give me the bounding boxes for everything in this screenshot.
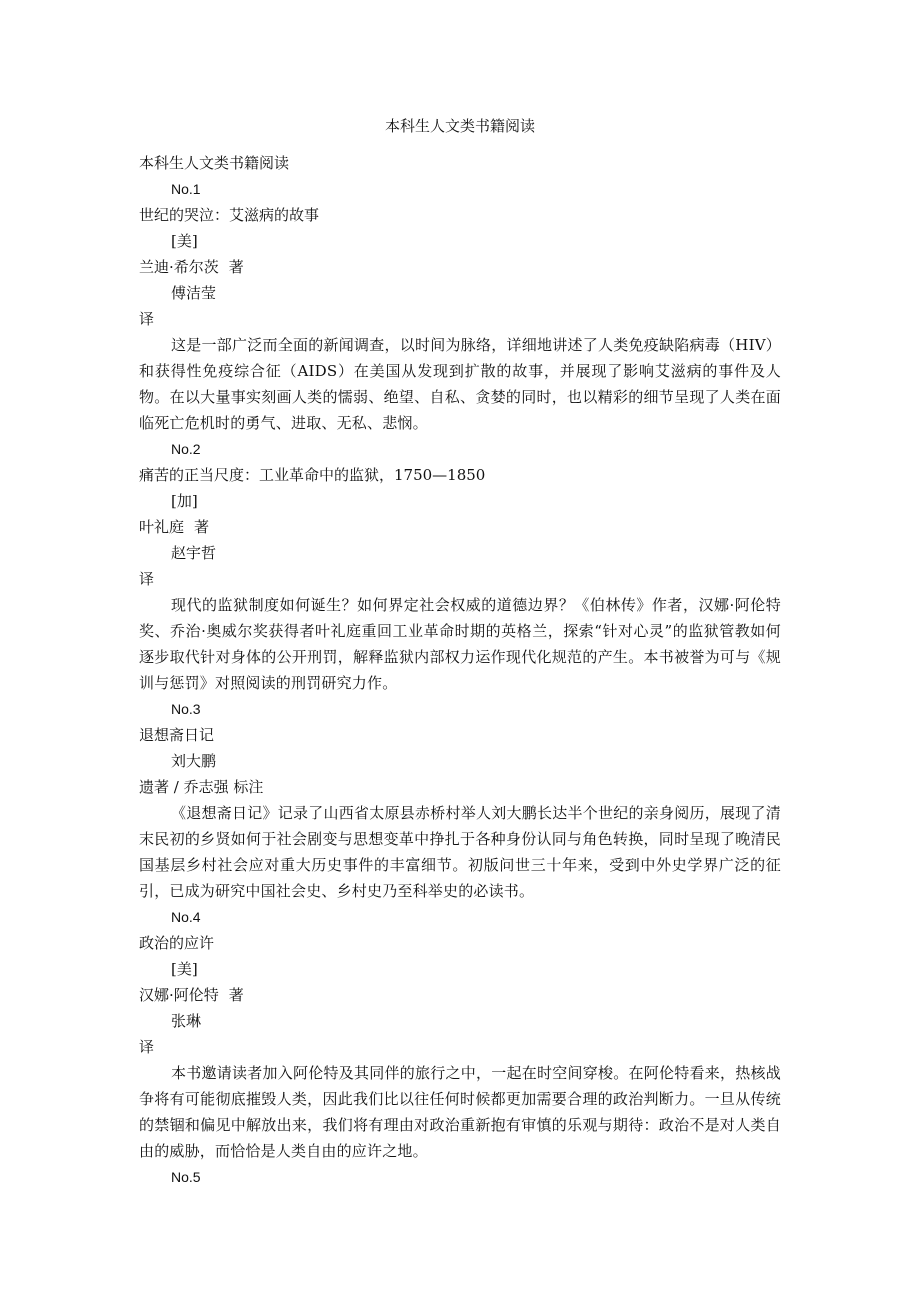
book-author: 刘大鹏 — [171, 752, 217, 770]
book-entry-5 — [139, 1164, 781, 1190]
book-author: 汉娜·阿伦特 — [139, 986, 219, 1004]
book-nationality: [美] — [171, 232, 198, 250]
book-number: No.5 — [171, 1169, 201, 1185]
book-entry-4 — [139, 904, 781, 1164]
book-entry-1 — [139, 176, 781, 436]
book-translator-role: 译 — [139, 570, 155, 588]
book-nationality: [加] — [171, 492, 198, 510]
page-header-title: 本科生人文类书籍阅读 — [384, 117, 535, 135]
book-number: No.2 — [171, 441, 201, 457]
book-entry-3 — [139, 696, 781, 904]
book-number: No.3 — [171, 701, 201, 717]
book-translator-role: 译 — [139, 310, 155, 328]
book-translator: 赵宇哲 — [171, 544, 217, 562]
book-title: 政治的应许 — [139, 934, 215, 952]
book-description: 这是一部广泛而全面的新闻调查，以时间为脉络，详细地讲述了人类免疫缺陷病毒（HIV）和获得性免疫综合征（AIDS）在美国从发现到扩散的故事，并展现了影响艾滋病的事件及人物。在以大量事实刻画人类的懦弱、绝望、自私、贪婪的同时，也以精彩的细节呈现了人类在面临死亡危机时的勇气、进取、无私、悲悯。 — [139, 336, 781, 432]
book-description: 本书邀请读者加入阿伦特及其同伴的旅行之中，一起在时空间穿梭。在阿伦特看来，热核战争将有可能彻底摧毁人类，因此我们比以往任何时候都更加需要合理的政治判断力。一旦从传统的禁锢和偏见中解放出来，我们将有理由对政治重新抱有审慎的乐观与期待：政治不是对人类自由的威胁，而恰恰是人类自由的应许之地。 — [139, 1064, 781, 1160]
document-heading: 本科生人文类书籍阅读 — [139, 154, 290, 172]
book-number: No.4 — [171, 909, 201, 925]
book-credit-line: 遗著 / 乔志强 标注 — [139, 778, 264, 796]
book-title: 世纪的哭泣：艾滋病的故事 — [139, 206, 320, 224]
book-author-role: 著 — [194, 518, 210, 536]
book-author-line — [139, 254, 781, 280]
book-description: 《退想斋日记》记录了山西省太原县赤桥村举人刘大鹏长达半个世纪的亲身阅历，展现了清末民初的乡贤如何于社会剧变与思想变革中挣扎于各种身份认同与角色转换，同时呈现了晚清民国基层乡村社会应对重大历史事件的丰富细节。初版问世三十年来，受到中外史学界广泛的征引，已成为研究中国社会史、乡村史乃至科举史的必读书。 — [139, 804, 781, 900]
book-title: 痛苦的正当尺度：工业革命中的监狱，1750—1850 — [139, 466, 486, 484]
document-body — [139, 150, 781, 1190]
book-author-role: 著 — [228, 258, 244, 276]
book-entry-2 — [139, 436, 781, 696]
book-translator: 傅洁莹 — [171, 284, 217, 302]
book-translator: 张琳 — [171, 1012, 202, 1030]
book-translator-role: 译 — [139, 1038, 155, 1056]
book-nationality: [美] — [171, 960, 198, 978]
book-title: 退想斋日记 — [139, 726, 215, 744]
book-author-role: 著 — [228, 986, 244, 1004]
book-author: 叶礼庭 — [139, 518, 185, 536]
book-description: 现代的监狱制度如何诞生？如何界定社会权威的道德边界？《伯林传》作者，汉娜·阿伦特奖、乔治·奥威尔奖获得者叶礼庭重回工业革命时期的英格兰，探索“针对心灵”的监狱管教如何逐步取代针对身体的公开刑罚，解释监狱内部权力运作现代化规范的产生。本书被誉为可与《规训与惩罚》对照阅读的刑罚研究力作。 — [139, 596, 781, 692]
book-number: No.1 — [171, 181, 201, 197]
book-author: 兰迪·希尔茨 — [139, 258, 219, 276]
book-author-line — [139, 514, 781, 540]
book-author-line — [139, 982, 781, 1008]
